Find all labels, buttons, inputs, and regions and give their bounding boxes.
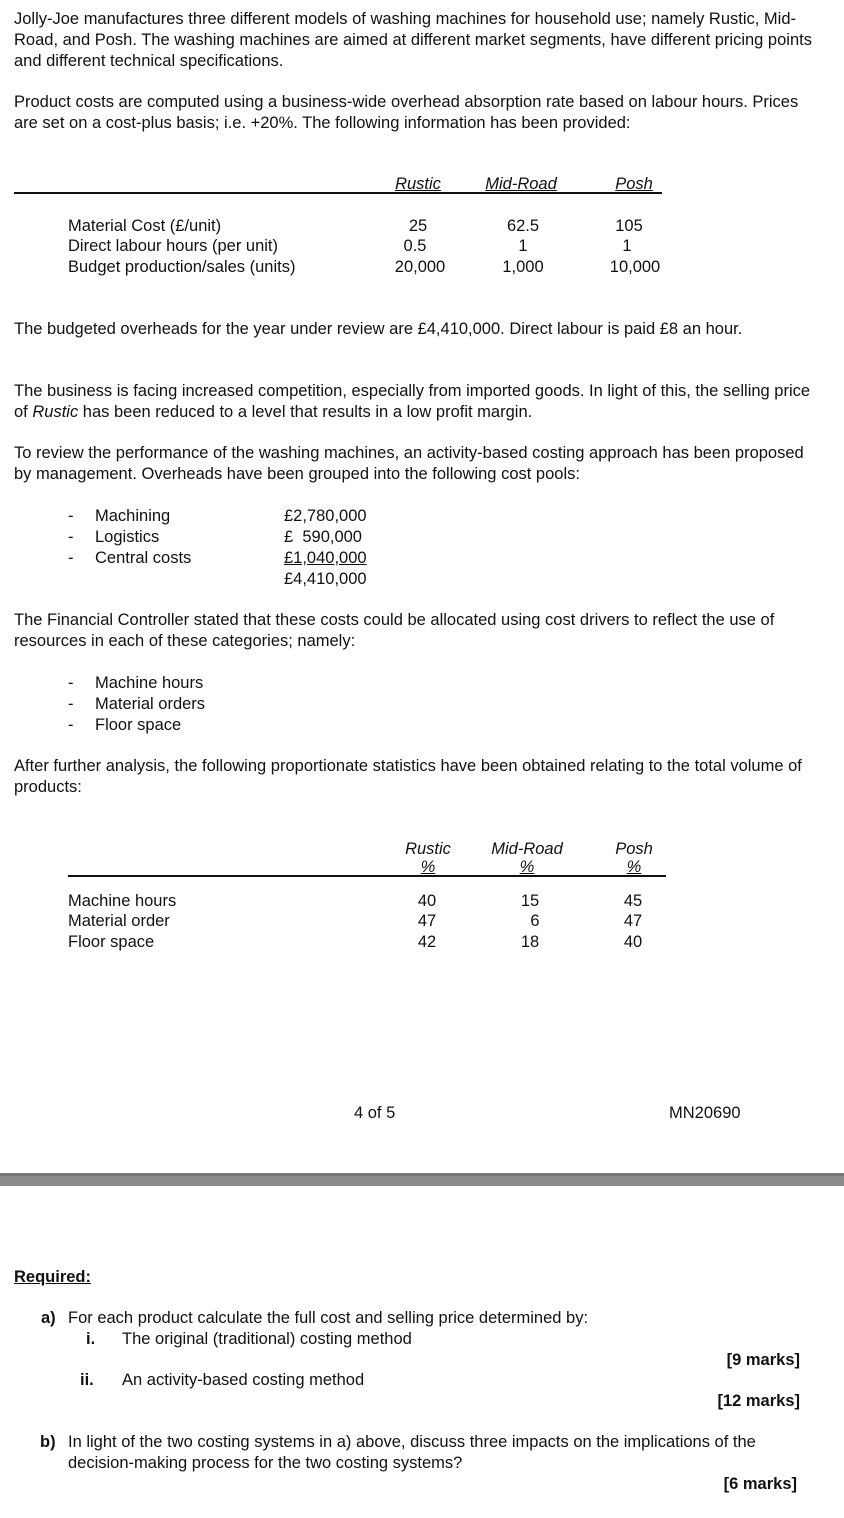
table1-cell: 62.5 bbox=[506, 217, 540, 235]
bullet: - bbox=[68, 716, 74, 734]
cost-pool-label: Logistics bbox=[95, 528, 160, 546]
table2-header-rule bbox=[68, 875, 666, 877]
overheads-paragraph: The budgeted overheads for the year under review are £4,410,000. Direct labour is paid £8 an hour. bbox=[14, 320, 743, 338]
table1-row-label: Material Cost (£/unit) bbox=[68, 217, 222, 235]
table1-header-rule bbox=[14, 192, 662, 194]
table1-cell: 25 bbox=[408, 217, 428, 235]
question-a-i-text: The original (traditional) costing method bbox=[122, 1330, 412, 1348]
bullet: - bbox=[68, 507, 74, 525]
competition-text-1: The business is facing increased competition, especially from imported goods. In light of this, the selling price of bbox=[14, 382, 811, 421]
question-a-i-marks: [9 marks] bbox=[726, 1351, 800, 1369]
table2-unit: % bbox=[420, 858, 436, 876]
driver-label: Material orders bbox=[95, 695, 206, 713]
question-a-text: For each product calculate the full cost and selling price determined by: bbox=[68, 1309, 589, 1327]
question-a-label: a) bbox=[41, 1309, 56, 1327]
table2-cell: 47 bbox=[417, 912, 437, 930]
bullet: - bbox=[68, 549, 74, 567]
table2-header-posh: Posh bbox=[615, 840, 653, 858]
table1-row-label: Budget production/sales (units) bbox=[68, 258, 296, 276]
table2-unit: % bbox=[519, 858, 535, 876]
table2-row-label: Machine hours bbox=[68, 892, 177, 910]
bullet: - bbox=[68, 695, 74, 713]
question-b-label: b) bbox=[40, 1433, 56, 1451]
table2-header-rustic: Rustic bbox=[405, 840, 451, 858]
driver-label: Machine hours bbox=[95, 674, 204, 692]
intro-paragraph: Jolly-Joe manufactures three different models of washing machines for household use; namely Rustic, Mid-Road, and Posh. The washing machines are aimed at different market segments, have different pricing points and different technical specifications. bbox=[14, 10, 812, 70]
table1-cell: 20,000 bbox=[394, 258, 446, 276]
question-a-i-label: i. bbox=[86, 1330, 96, 1348]
bullet: - bbox=[68, 528, 74, 546]
page-break-divider bbox=[0, 1173, 844, 1186]
page-number: 4 of 5 bbox=[354, 1104, 396, 1122]
table1-row-label: Direct labour hours (per unit) bbox=[68, 237, 279, 255]
competition-paragraph bbox=[14, 381, 819, 423]
cost-pool-amount: £1,040,000 bbox=[284, 549, 367, 567]
required-heading: Required: bbox=[14, 1268, 92, 1286]
cost-pool-total: £4,410,000 bbox=[284, 570, 367, 588]
competition-text-2: has been reduced to a level that results in a low profit margin. bbox=[78, 402, 533, 421]
analysis-paragraph: After further analysis, the following proportionate statistics have been obtained relating to the total volume of products: bbox=[14, 757, 802, 796]
table1-cell: 1 bbox=[518, 237, 528, 255]
abc-proposal-paragraph: To review the performance of the washing machines, an activity-based costing approach has been proposed by management. Overheads have been grouped into the following cost pools: bbox=[14, 444, 804, 483]
module-code: MN20690 bbox=[669, 1104, 741, 1122]
table2-cell: 47 bbox=[623, 912, 643, 930]
table1-header-midroad: Mid-Road bbox=[485, 175, 557, 193]
table2-row-label: Floor space bbox=[68, 933, 155, 951]
table2-cell: 45 bbox=[623, 892, 643, 910]
table1-cell: 1 bbox=[622, 237, 632, 255]
table1-cell: 1,000 bbox=[502, 258, 544, 276]
table2-unit: % bbox=[626, 858, 642, 876]
table2-cell: 18 bbox=[520, 933, 540, 951]
question-a-ii-text: An activity-based costing method bbox=[122, 1371, 365, 1389]
table2-cell: 15 bbox=[520, 892, 540, 910]
table2-cell: 42 bbox=[417, 933, 437, 951]
table1-cell: 0.5 bbox=[403, 237, 427, 255]
table1-cell: 105 bbox=[615, 217, 643, 235]
table2-cell: 40 bbox=[623, 933, 643, 951]
table2-header-midroad: Mid-Road bbox=[491, 840, 563, 858]
question-a-ii-label: ii. bbox=[80, 1371, 94, 1389]
question-b-marks: [6 marks] bbox=[723, 1475, 797, 1493]
table1-header-rustic: Rustic bbox=[395, 175, 441, 193]
cost-pool-label: Machining bbox=[95, 507, 171, 525]
financial-controller-paragraph: The Financial Controller stated that these costs could be allocated using cost drivers to reflect the use of resources in each of these categories; namely: bbox=[14, 611, 775, 650]
cost-pool-label: Central costs bbox=[95, 549, 192, 567]
table2-cell: 6 bbox=[530, 912, 540, 930]
bullet: - bbox=[68, 674, 74, 692]
driver-label: Floor space bbox=[95, 716, 182, 734]
question-b-text: In light of the two costing systems in a) above, discuss three impacts on the implications of the decision-making process for the two costing systems? bbox=[68, 1433, 756, 1472]
costing-basis-paragraph: Product costs are computed using a business-wide overhead absorption rate based on labour hours. Prices are set on a cost-plus basis; i.e. +20%. The following information has been provided: bbox=[14, 93, 799, 132]
table1-cell: 10,000 bbox=[609, 258, 661, 276]
table2-row-label: Material order bbox=[68, 912, 170, 930]
cost-pool-amount: £2,780,000 bbox=[284, 507, 367, 525]
cost-pool-amount: £ 590,000 bbox=[284, 528, 362, 546]
table2-cell: 40 bbox=[417, 892, 437, 910]
table1-header-posh: Posh bbox=[615, 175, 653, 193]
question-a-ii-marks: [12 marks] bbox=[717, 1392, 800, 1410]
competition-rustic-italic: Rustic bbox=[32, 402, 79, 421]
